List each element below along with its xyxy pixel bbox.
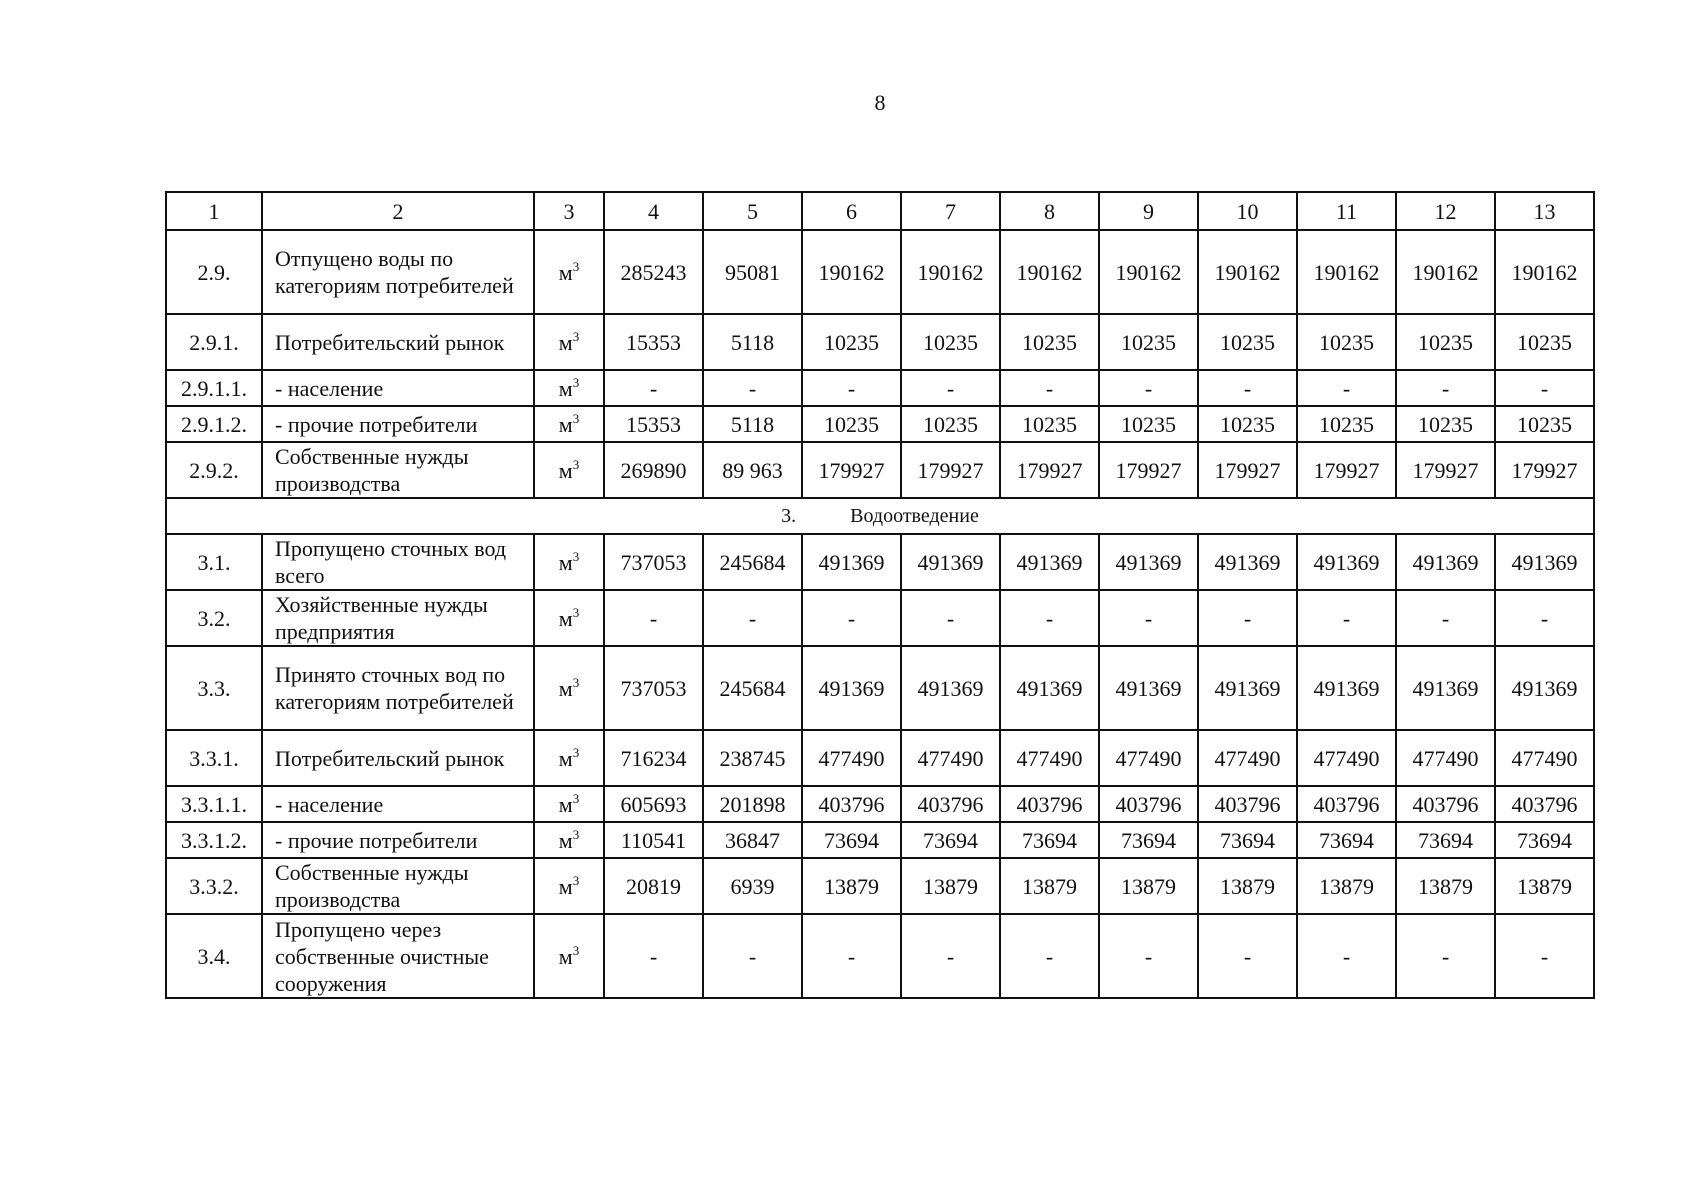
value-cell: 10235 bbox=[1198, 406, 1297, 442]
value-cell: 269890 bbox=[604, 442, 703, 498]
unit-text: м bbox=[558, 549, 573, 575]
column-header: 6 bbox=[802, 192, 901, 230]
value-cell: 491369 bbox=[1198, 534, 1297, 590]
value-cell: 238745 bbox=[703, 730, 802, 786]
unit-superscript: 3 bbox=[572, 826, 580, 842]
value-cell: 245684 bbox=[703, 646, 802, 730]
unit-superscript: 3 bbox=[572, 374, 580, 390]
row-label: - прочие потребители bbox=[262, 406, 534, 442]
row-label: Потребительский рынок bbox=[262, 730, 534, 786]
value-cell: 491369 bbox=[1495, 646, 1594, 730]
unit-superscript: 3 bbox=[572, 604, 580, 620]
value-cell: - bbox=[604, 590, 703, 646]
column-header: 12 bbox=[1396, 192, 1495, 230]
column-header: 7 bbox=[901, 192, 1000, 230]
value-cell: 190162 bbox=[1099, 230, 1198, 314]
value-cell: 95081 bbox=[703, 230, 802, 314]
value-cell: 5118 bbox=[703, 406, 802, 442]
value-cell: - bbox=[1000, 590, 1099, 646]
value-cell: - bbox=[1396, 590, 1495, 646]
row-label: Отпущено воды по категориям потребителей bbox=[262, 230, 534, 314]
table-row bbox=[166, 230, 1594, 314]
row-number: 2.9.2. bbox=[166, 442, 262, 498]
value-cell: - bbox=[1495, 590, 1594, 646]
value-cell: - bbox=[604, 370, 703, 406]
column-header: 2 bbox=[262, 192, 534, 230]
value-cell: 10235 bbox=[1396, 314, 1495, 370]
unit-text: м bbox=[558, 411, 573, 437]
value-cell: 737053 bbox=[604, 646, 703, 730]
value-cell: 477490 bbox=[1000, 730, 1099, 786]
value-cell: - bbox=[703, 590, 802, 646]
table-row bbox=[166, 730, 1594, 786]
value-cell: 73694 bbox=[1198, 822, 1297, 858]
value-cell: 491369 bbox=[1099, 646, 1198, 730]
value-cell: 10235 bbox=[1000, 406, 1099, 442]
unit-superscript: 3 bbox=[572, 258, 580, 274]
row-number: 3.3.1. bbox=[166, 730, 262, 786]
value-cell: 491369 bbox=[1396, 534, 1495, 590]
value-cell: 491369 bbox=[1000, 646, 1099, 730]
data-table-container bbox=[165, 191, 1595, 999]
table-row bbox=[166, 442, 1594, 498]
row-number: 3.3.1.2. bbox=[166, 822, 262, 858]
unit-text: м bbox=[558, 375, 573, 401]
value-cell: 13879 bbox=[1396, 858, 1495, 914]
value-cell: - bbox=[1297, 370, 1396, 406]
value-cell: 190162 bbox=[1198, 230, 1297, 314]
unit-superscript: 3 bbox=[572, 674, 580, 690]
value-cell: 10235 bbox=[1495, 406, 1594, 442]
value-cell: 716234 bbox=[604, 730, 703, 786]
value-cell: 10235 bbox=[1099, 314, 1198, 370]
value-cell: 477490 bbox=[901, 730, 1000, 786]
unit-superscript: 3 bbox=[572, 872, 580, 888]
value-cell: 179927 bbox=[1495, 442, 1594, 498]
value-cell: 10235 bbox=[1297, 406, 1396, 442]
value-cell: 10235 bbox=[802, 406, 901, 442]
value-cell: - bbox=[1297, 590, 1396, 646]
value-cell: 179927 bbox=[1000, 442, 1099, 498]
value-cell: 491369 bbox=[802, 534, 901, 590]
value-cell: 13879 bbox=[802, 858, 901, 914]
value-cell: 73694 bbox=[1000, 822, 1099, 858]
value-cell: 477490 bbox=[1198, 730, 1297, 786]
unit-text: м bbox=[558, 745, 573, 771]
value-cell: 491369 bbox=[901, 646, 1000, 730]
unit-text: м bbox=[558, 827, 573, 853]
unit-superscript: 3 bbox=[572, 744, 580, 760]
value-cell: - bbox=[1099, 914, 1198, 998]
value-cell: 73694 bbox=[901, 822, 1000, 858]
value-cell: 403796 bbox=[1198, 786, 1297, 822]
value-cell: 477490 bbox=[802, 730, 901, 786]
table-row bbox=[166, 590, 1594, 646]
value-cell: 491369 bbox=[1000, 534, 1099, 590]
value-cell: 13879 bbox=[1000, 858, 1099, 914]
value-cell: 13879 bbox=[1099, 858, 1198, 914]
column-header: 11 bbox=[1297, 192, 1396, 230]
row-number: 2.9. bbox=[166, 230, 262, 314]
column-header: 4 bbox=[604, 192, 703, 230]
value-cell: 605693 bbox=[604, 786, 703, 822]
value-cell: - bbox=[703, 370, 802, 406]
row-label: Принято сточных вод по категориям потребителей bbox=[262, 646, 534, 730]
row-label: - население bbox=[262, 786, 534, 822]
column-header: 9 bbox=[1099, 192, 1198, 230]
value-cell: 10235 bbox=[1198, 314, 1297, 370]
value-cell: 477490 bbox=[1099, 730, 1198, 786]
unit-cell bbox=[534, 786, 604, 822]
value-cell: 179927 bbox=[1099, 442, 1198, 498]
row-label: Пропущено через собственные очистные сооружения bbox=[262, 914, 534, 998]
table-row bbox=[166, 786, 1594, 822]
unit-text: м bbox=[558, 675, 573, 701]
value-cell: 737053 bbox=[604, 534, 703, 590]
value-cell: 403796 bbox=[1297, 786, 1396, 822]
column-header: 1 bbox=[166, 192, 262, 230]
value-cell: - bbox=[901, 370, 1000, 406]
value-cell: 10235 bbox=[1495, 314, 1594, 370]
value-cell: - bbox=[1000, 914, 1099, 998]
value-cell: 403796 bbox=[1099, 786, 1198, 822]
unit-cell bbox=[534, 534, 604, 590]
value-cell: - bbox=[1396, 914, 1495, 998]
value-cell: 10235 bbox=[802, 314, 901, 370]
value-cell: 10235 bbox=[901, 406, 1000, 442]
row-number: 3.3.1.1. bbox=[166, 786, 262, 822]
unit-cell bbox=[534, 406, 604, 442]
row-number: 2.9.1.2. bbox=[166, 406, 262, 442]
value-cell: 36847 bbox=[703, 822, 802, 858]
table-row bbox=[166, 858, 1594, 914]
value-cell: 73694 bbox=[1297, 822, 1396, 858]
page-number: 8 bbox=[874, 90, 886, 115]
value-cell: - bbox=[604, 914, 703, 998]
value-cell: 73694 bbox=[1099, 822, 1198, 858]
value-cell: - bbox=[1495, 914, 1594, 998]
value-cell: 73694 bbox=[802, 822, 901, 858]
value-cell: 73694 bbox=[1396, 822, 1495, 858]
value-cell: 10235 bbox=[1099, 406, 1198, 442]
value-cell: 13879 bbox=[1198, 858, 1297, 914]
unit-superscript: 3 bbox=[572, 410, 580, 426]
column-header: 10 bbox=[1198, 192, 1297, 230]
header-row bbox=[166, 192, 1594, 230]
unit-superscript: 3 bbox=[572, 328, 580, 344]
row-label: Собственные нужды производства bbox=[262, 858, 534, 914]
value-cell: 477490 bbox=[1396, 730, 1495, 786]
column-header: 13 bbox=[1495, 192, 1594, 230]
value-cell: 190162 bbox=[802, 230, 901, 314]
row-number: 3.3. bbox=[166, 646, 262, 730]
value-cell: 491369 bbox=[802, 646, 901, 730]
value-cell: - bbox=[703, 914, 802, 998]
value-cell: 190162 bbox=[1000, 230, 1099, 314]
value-cell: - bbox=[1297, 914, 1396, 998]
value-cell: 15353 bbox=[604, 406, 703, 442]
column-header: 3 bbox=[534, 192, 604, 230]
value-cell: 179927 bbox=[1396, 442, 1495, 498]
unit-superscript: 3 bbox=[572, 790, 580, 806]
unit-cell bbox=[534, 730, 604, 786]
value-cell: - bbox=[901, 914, 1000, 998]
table-row bbox=[166, 534, 1594, 590]
unit-text: м bbox=[558, 259, 573, 285]
value-cell: - bbox=[901, 590, 1000, 646]
value-cell: - bbox=[802, 590, 901, 646]
value-cell: 10235 bbox=[1000, 314, 1099, 370]
value-cell: 477490 bbox=[1495, 730, 1594, 786]
column-header: 5 bbox=[703, 192, 802, 230]
row-label: Потребительский рынок bbox=[262, 314, 534, 370]
unit-text: м bbox=[558, 457, 573, 483]
value-cell: - bbox=[1099, 370, 1198, 406]
value-cell: 13879 bbox=[1297, 858, 1396, 914]
value-cell: - bbox=[1099, 590, 1198, 646]
section-title: Водоотведение bbox=[850, 504, 979, 527]
value-cell: 73694 bbox=[1495, 822, 1594, 858]
section-number: 3. bbox=[781, 504, 797, 527]
value-cell: 491369 bbox=[1198, 646, 1297, 730]
row-number: 3.3.2. bbox=[166, 858, 262, 914]
value-cell: 403796 bbox=[1000, 786, 1099, 822]
table-body bbox=[166, 192, 1594, 998]
value-cell: 13879 bbox=[901, 858, 1000, 914]
value-cell: 179927 bbox=[901, 442, 1000, 498]
value-cell: 491369 bbox=[1099, 534, 1198, 590]
value-cell: 245684 bbox=[703, 534, 802, 590]
unit-text: м bbox=[558, 605, 573, 631]
unit-cell bbox=[534, 370, 604, 406]
value-cell: 10235 bbox=[1396, 406, 1495, 442]
unit-text: м bbox=[558, 791, 573, 817]
value-cell: 110541 bbox=[604, 822, 703, 858]
row-label: - прочие потребители bbox=[262, 822, 534, 858]
unit-superscript: 3 bbox=[572, 942, 580, 958]
unit-cell bbox=[534, 646, 604, 730]
unit-superscript: 3 bbox=[572, 548, 580, 564]
value-cell: 403796 bbox=[1495, 786, 1594, 822]
value-cell: 491369 bbox=[901, 534, 1000, 590]
table-row bbox=[166, 406, 1594, 442]
value-cell: 403796 bbox=[1396, 786, 1495, 822]
value-cell: 89 963 bbox=[703, 442, 802, 498]
value-cell: - bbox=[1198, 370, 1297, 406]
value-cell: 190162 bbox=[1396, 230, 1495, 314]
table-row bbox=[166, 914, 1594, 998]
unit-cell bbox=[534, 230, 604, 314]
row-number: 3.2. bbox=[166, 590, 262, 646]
value-cell: 403796 bbox=[901, 786, 1000, 822]
table-row bbox=[166, 370, 1594, 406]
value-cell: 201898 bbox=[703, 786, 802, 822]
section-heading bbox=[166, 498, 1594, 534]
unit-text: м bbox=[558, 943, 573, 969]
value-cell: 179927 bbox=[1198, 442, 1297, 498]
value-cell: 190162 bbox=[1495, 230, 1594, 314]
row-number: 2.9.1.1. bbox=[166, 370, 262, 406]
value-cell: 491369 bbox=[1495, 534, 1594, 590]
value-cell: 15353 bbox=[604, 314, 703, 370]
value-cell: 190162 bbox=[1297, 230, 1396, 314]
unit-superscript: 3 bbox=[572, 456, 580, 472]
row-label: - население bbox=[262, 370, 534, 406]
unit-cell bbox=[534, 822, 604, 858]
value-cell: 5118 bbox=[703, 314, 802, 370]
row-number: 3.1. bbox=[166, 534, 262, 590]
value-cell: - bbox=[802, 370, 901, 406]
value-cell: 491369 bbox=[1396, 646, 1495, 730]
value-cell: - bbox=[1198, 590, 1297, 646]
value-cell: 6939 bbox=[703, 858, 802, 914]
value-cell: 10235 bbox=[901, 314, 1000, 370]
value-cell: - bbox=[1198, 914, 1297, 998]
table-row bbox=[166, 822, 1594, 858]
value-cell: - bbox=[1396, 370, 1495, 406]
value-cell: 20819 bbox=[604, 858, 703, 914]
row-label: Хозяйственные нужды предприятия bbox=[262, 590, 534, 646]
value-cell: 477490 bbox=[1297, 730, 1396, 786]
unit-cell bbox=[534, 442, 604, 498]
data-table bbox=[165, 191, 1595, 999]
row-number: 2.9.1. bbox=[166, 314, 262, 370]
value-cell: - bbox=[1495, 370, 1594, 406]
section-row bbox=[166, 498, 1594, 534]
value-cell: 179927 bbox=[802, 442, 901, 498]
value-cell: - bbox=[802, 914, 901, 998]
unit-cell bbox=[534, 914, 604, 998]
value-cell: 491369 bbox=[1297, 646, 1396, 730]
table-row bbox=[166, 646, 1594, 730]
value-cell: 10235 bbox=[1297, 314, 1396, 370]
value-cell: 403796 bbox=[802, 786, 901, 822]
unit-text: м bbox=[558, 873, 573, 899]
value-cell: - bbox=[1000, 370, 1099, 406]
row-label: Собственные нужды производства bbox=[262, 442, 534, 498]
value-cell: 13879 bbox=[1495, 858, 1594, 914]
unit-cell bbox=[534, 858, 604, 914]
column-header: 8 bbox=[1000, 192, 1099, 230]
value-cell: 190162 bbox=[901, 230, 1000, 314]
unit-text: м bbox=[558, 329, 573, 355]
value-cell: 285243 bbox=[604, 230, 703, 314]
unit-cell bbox=[534, 590, 604, 646]
table-row bbox=[166, 314, 1594, 370]
row-number: 3.4. bbox=[166, 914, 262, 998]
value-cell: 179927 bbox=[1297, 442, 1396, 498]
unit-cell bbox=[534, 314, 604, 370]
row-label: Пропущено сточных вод всего bbox=[262, 534, 534, 590]
value-cell: 491369 bbox=[1297, 534, 1396, 590]
